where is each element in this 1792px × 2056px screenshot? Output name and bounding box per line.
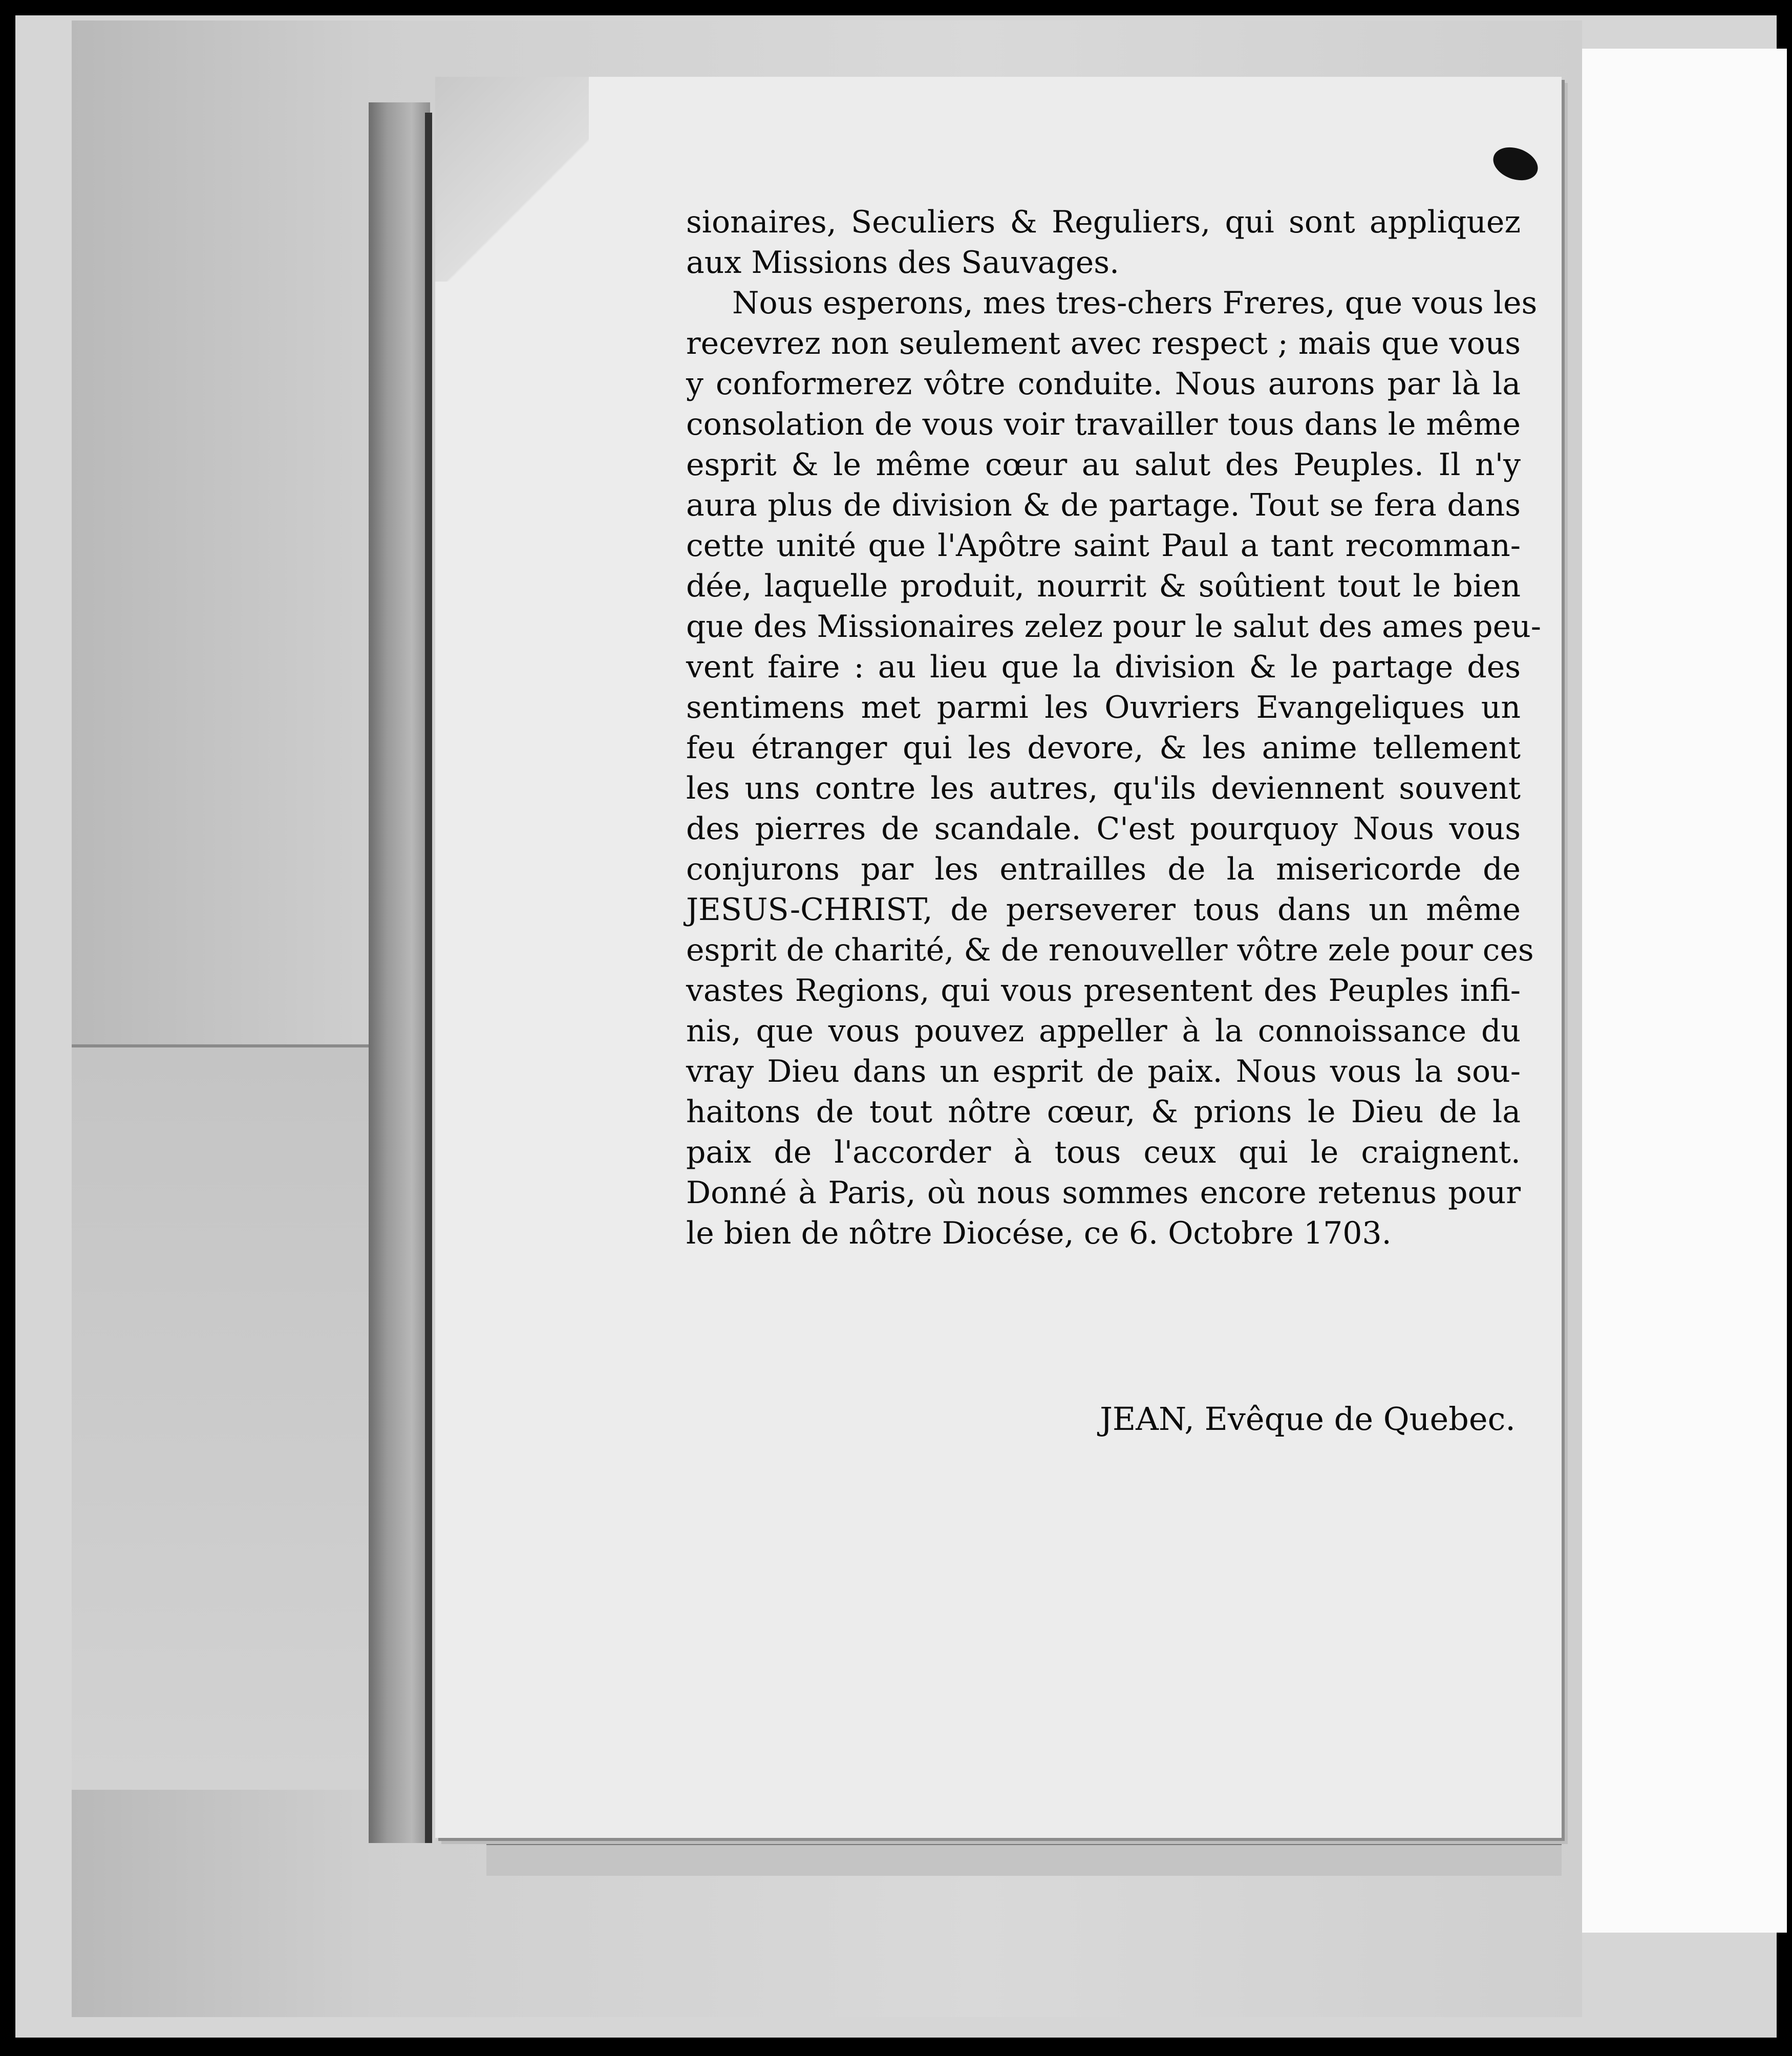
text-line: Donné à Paris, où nous sommes encore retenus pour — [686, 1175, 1521, 1211]
page-bottom-edge — [486, 1843, 1562, 1876]
text-line: sentimens met parmi les Ouvriers Evangeliques un — [686, 690, 1521, 725]
binding-spine — [369, 102, 430, 1843]
text-line: Nous esperons, mes tres-chers Freres, que vous les — [732, 285, 1538, 321]
text-line: aura plus de division & de partage. Tout se fera dans — [686, 487, 1521, 523]
text-line: le bien de nôtre Diocése, ce 6. Octobre 1703. — [686, 1215, 1392, 1251]
text-line: vastes Regions, qui vous presentent des Peuples infi- — [686, 973, 1521, 1009]
text-line: paix de l'accorder à tous ceux qui le craignent. — [686, 1134, 1521, 1170]
text-line: recevrez non seulement avec respect ; mais que vous — [686, 326, 1521, 361]
text-line: conjurons par les entrailles de la misericorde de — [686, 851, 1521, 887]
adjacent-page-edge — [1582, 49, 1787, 1933]
text-line: haitons de tout nôtre cœur, & prions le Dieu de la — [686, 1094, 1521, 1130]
signature: JEAN, Evêque de Quebec. — [1100, 1400, 1516, 1438]
spine-edge-line — [425, 113, 432, 1843]
text-line: esprit & le même cœur au salut des Peuples. Il n'y — [686, 447, 1521, 483]
text-line: JESUS-CHRIST, de perseverer tous dans un même — [686, 892, 1521, 928]
text-line: vray Dieu dans un esprit de paix. Nous vous la sou- — [686, 1054, 1521, 1089]
text-line: vent faire : au lieu que la division & le partage des — [686, 649, 1521, 685]
text-line: sionaires, Seculiers & Reguliers, qui sont appliquez — [686, 204, 1521, 240]
text-line: des pierres de scandale. C'est pourquoy Nous vous — [686, 811, 1521, 847]
text-line: les uns contre les autres, qu'ils deviennent souvent — [686, 770, 1521, 806]
text-line: nis, que vous pouvez appeller à la connoissance du — [686, 1013, 1521, 1049]
text-line: aux Missions des Sauvages. — [686, 245, 1120, 281]
text-line: feu étranger qui les devore, & les anime tellement — [686, 730, 1521, 766]
text-line: cette unité que l'Apôtre saint Paul a tant recomman- — [686, 528, 1521, 564]
text-line: esprit de charité, & de renouveller vôtre zele pour ces — [686, 932, 1534, 968]
text-line: que des Missionaires zelez pour le salut des ames peu- — [686, 609, 1542, 645]
text-line: y conformerez vôtre conduite. Nous aurons par là la — [686, 366, 1521, 402]
folded-sheet — [72, 1044, 389, 1790]
body-text — [686, 202, 1542, 1254]
page-corner-fold — [435, 77, 589, 282]
text-line: consolation de vous voir travailler tous dans le même — [686, 406, 1521, 442]
text-line: dée, laquelle produit, nourrit & soûtient tout le bien — [686, 568, 1521, 604]
